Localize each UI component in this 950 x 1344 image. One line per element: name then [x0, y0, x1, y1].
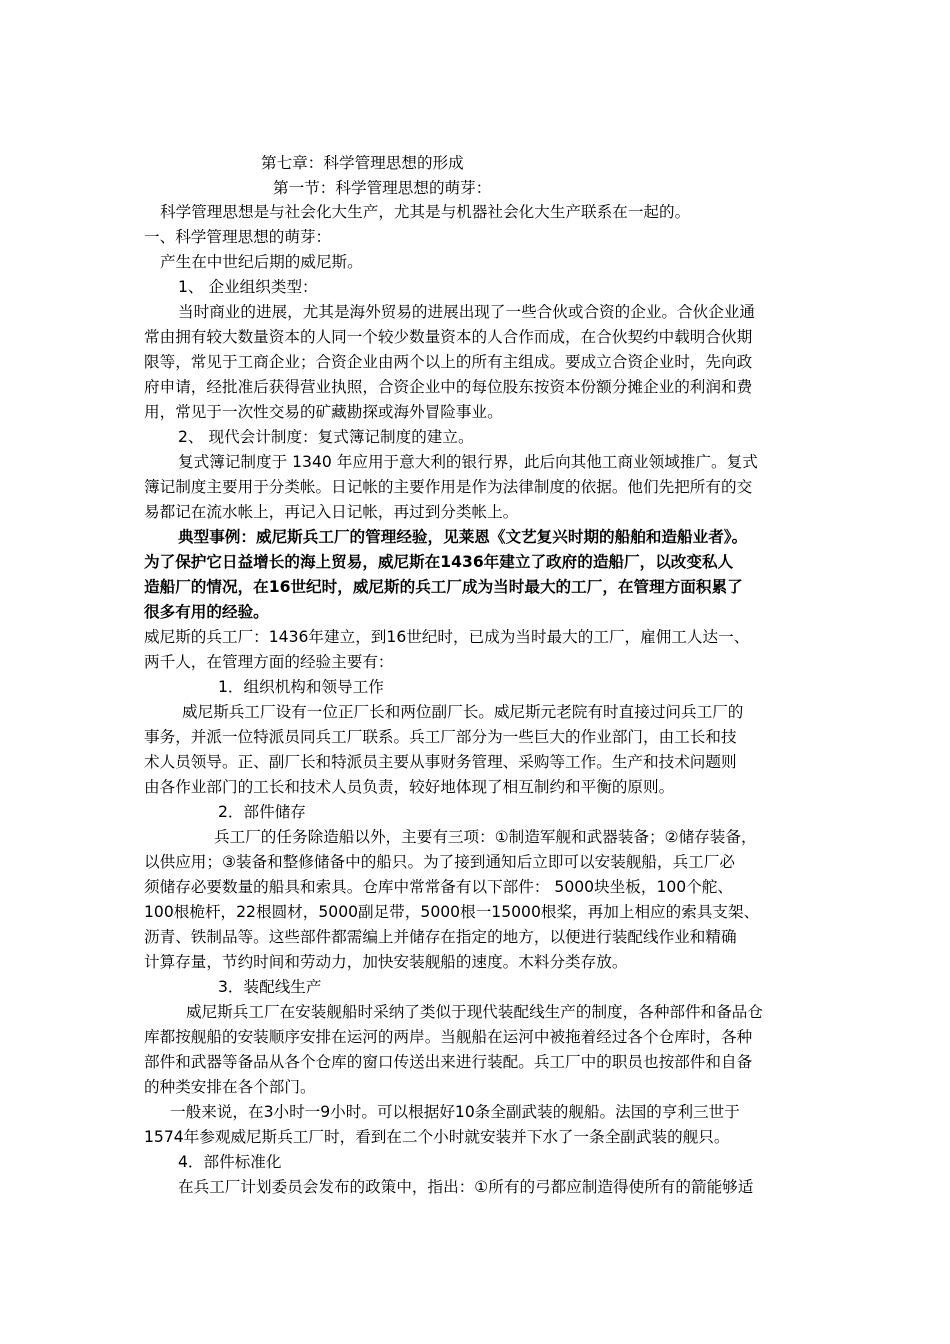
paragraph-line: 易都记在流水帐上，再记入日记帐，再过到分类帐上。 [144, 503, 519, 521]
bold-example-line: 为了保护它日益增长的海上贸易，威尼斯在1436年建立了政府的造船厂，以改变私人 [144, 553, 734, 571]
paragraph-line: 库都按舰船的安装顺序安排在运河的两岸。当舰船在运河中被拖着经过各个仓库时，各种 [144, 1028, 753, 1046]
paragraph-line: 部件和武器等备品从各个仓库的窗口传送出来进行装配。兵工厂中的职员也按部件和自备 [144, 1053, 753, 1071]
subheading-enterprise-types: 1、 企业组织类型： [178, 278, 318, 296]
paragraph-line: 两千人，在管理方面的经验主要有： [144, 653, 394, 671]
paragraph-line: 威尼斯的兵工厂：1436年建立，到16世纪时，已成为当时最大的工厂，雇佣工人达一、 [144, 628, 750, 646]
bold-example-line: 典型事例：威尼斯兵工厂的管理经验，见莱恩《文艺复兴时期的船舶和造船业者》。 [178, 528, 748, 546]
paragraph-line: 100根桅杆，22根圆材，5000副足带，5000根一15000根桨，再加上相应的索具支架、 [144, 903, 760, 921]
section-title: 第一节：科学管理思想的萌芽： [273, 179, 492, 197]
paragraph-line: 由各作业部门的工长和技术人员负责，较好地体现了相互制约和平衡的原则。 [144, 778, 675, 796]
subheading-assembly-line: 3．装配线生产 [218, 978, 322, 996]
paragraph-line: 在兵工厂计划委员会发布的政策中，指出：①所有的弓都应制造得使所有的箭能够适 [178, 1178, 754, 1196]
paragraph-line: 计算存量，节约时间和劳动力，加快安装舰船的速度。木料分类存放。 [144, 953, 628, 971]
paragraph-line: 威尼斯兵工厂在安装舰船时采纳了类似于现代装配线生产的制度，各种部件和备品仓 [186, 1003, 763, 1021]
subheading-parts-storage: 2．部件储存 [218, 803, 306, 821]
subheading-organization: 1．组织机构和领导工作 [218, 678, 384, 696]
paragraph-line: 用，常见于一次性交易的矿藏勘探或海外冒险事业。 [144, 403, 503, 421]
paragraph-line: 簿记制度主要用于分类帐。日记帐的主要作用是作为法律制度的依据。他们先把所有的交 [144, 478, 753, 496]
paragraph-line: 常由拥有较大数量资本的人同一个较少数量资本的人合作而成，在合伙契约中载明合伙期 [144, 328, 753, 346]
paragraph-line: 沥青、铁制品等。这些部件都需编上并储存在指定的地方，以便进行装配线作业和精确 [144, 928, 737, 946]
paragraph-line: 一般来说，在3小时一9小时。可以根据好10条全副武装的舰船。法国的亨利三世于 [170, 1103, 740, 1121]
chapter-title: 第七章：科学管理思想的形成 [261, 154, 464, 172]
paragraph-line: 兵工厂的任务除造船以外，主要有三项：①制造军舰和武器装备；②储存装备， [214, 828, 757, 846]
paragraph-line: 府申请，经批准后获得营业执照，合资企业中的每位股东按资本份额分摊企业的利润和费 [144, 378, 753, 396]
paragraph-line: 术人员领导。正、副厂长和特派员主要从事财务管理、采购等工作。生产和技术问题则 [144, 753, 737, 771]
bold-example-line: 造船厂的情况，在16世纪时，威尼斯的兵工厂成为当时最大的工厂，在管理方面积累了 [144, 578, 743, 596]
paragraph-line: 以供应用；③装备和整修储备中的船只。为了接到通知后立即可以安装舰船，兵工厂必 [144, 853, 735, 871]
paragraph-line: 的种类安排在各个部门。 [144, 1078, 316, 1096]
heading-origin: 一、科学管理思想的萌芽： [144, 228, 332, 246]
paragraph-line: 威尼斯兵工厂设有一位正厂长和两位副厂长。威尼斯元老院有时直接过问兵工厂的 [182, 703, 744, 721]
bold-example-line: 很多有用的经验。 [144, 603, 269, 621]
subheading-accounting: 2、 现代会计制度：复式簿记制度的建立。 [178, 428, 474, 446]
paragraph-line: 限等，常见于工商企业；合资企业由两个以上的所有主组成。要成立合资企业时，先向政 [144, 353, 753, 371]
paragraph-line: 事务，并派一位特派员同兵工厂联系。兵工厂部分为一些巨大的作业部门，由工长和技 [144, 728, 737, 746]
paragraph-line: 1574年参观威尼斯兵工厂时，看到在二个小时就安装并下水了一条全副武装的舰只。 [144, 1128, 730, 1146]
paragraph-line: 当时商业的进展，尤其是海外贸易的进展出现了一些合伙或合资的企业。合伙企业通 [178, 303, 755, 321]
subheading-standardization: 4．部件标准化 [178, 1153, 282, 1171]
origin-line: 产生在中世纪后期的威尼斯。 [160, 253, 363, 271]
paragraph-line: 复式簿记制度于 1340 年应用于意大利的银行界，此后向其他工商业领域推广。复式 [178, 453, 758, 471]
paragraph-line: 须储存必要数量的船具和索具。仓库中常常备有以下部件： 5000块坐板，100个舵、 [144, 878, 733, 896]
intro-paragraph: 科学管理思想是与社会化大生产，尤其是与机器社会化大生产联系在一起的。 [160, 203, 691, 221]
